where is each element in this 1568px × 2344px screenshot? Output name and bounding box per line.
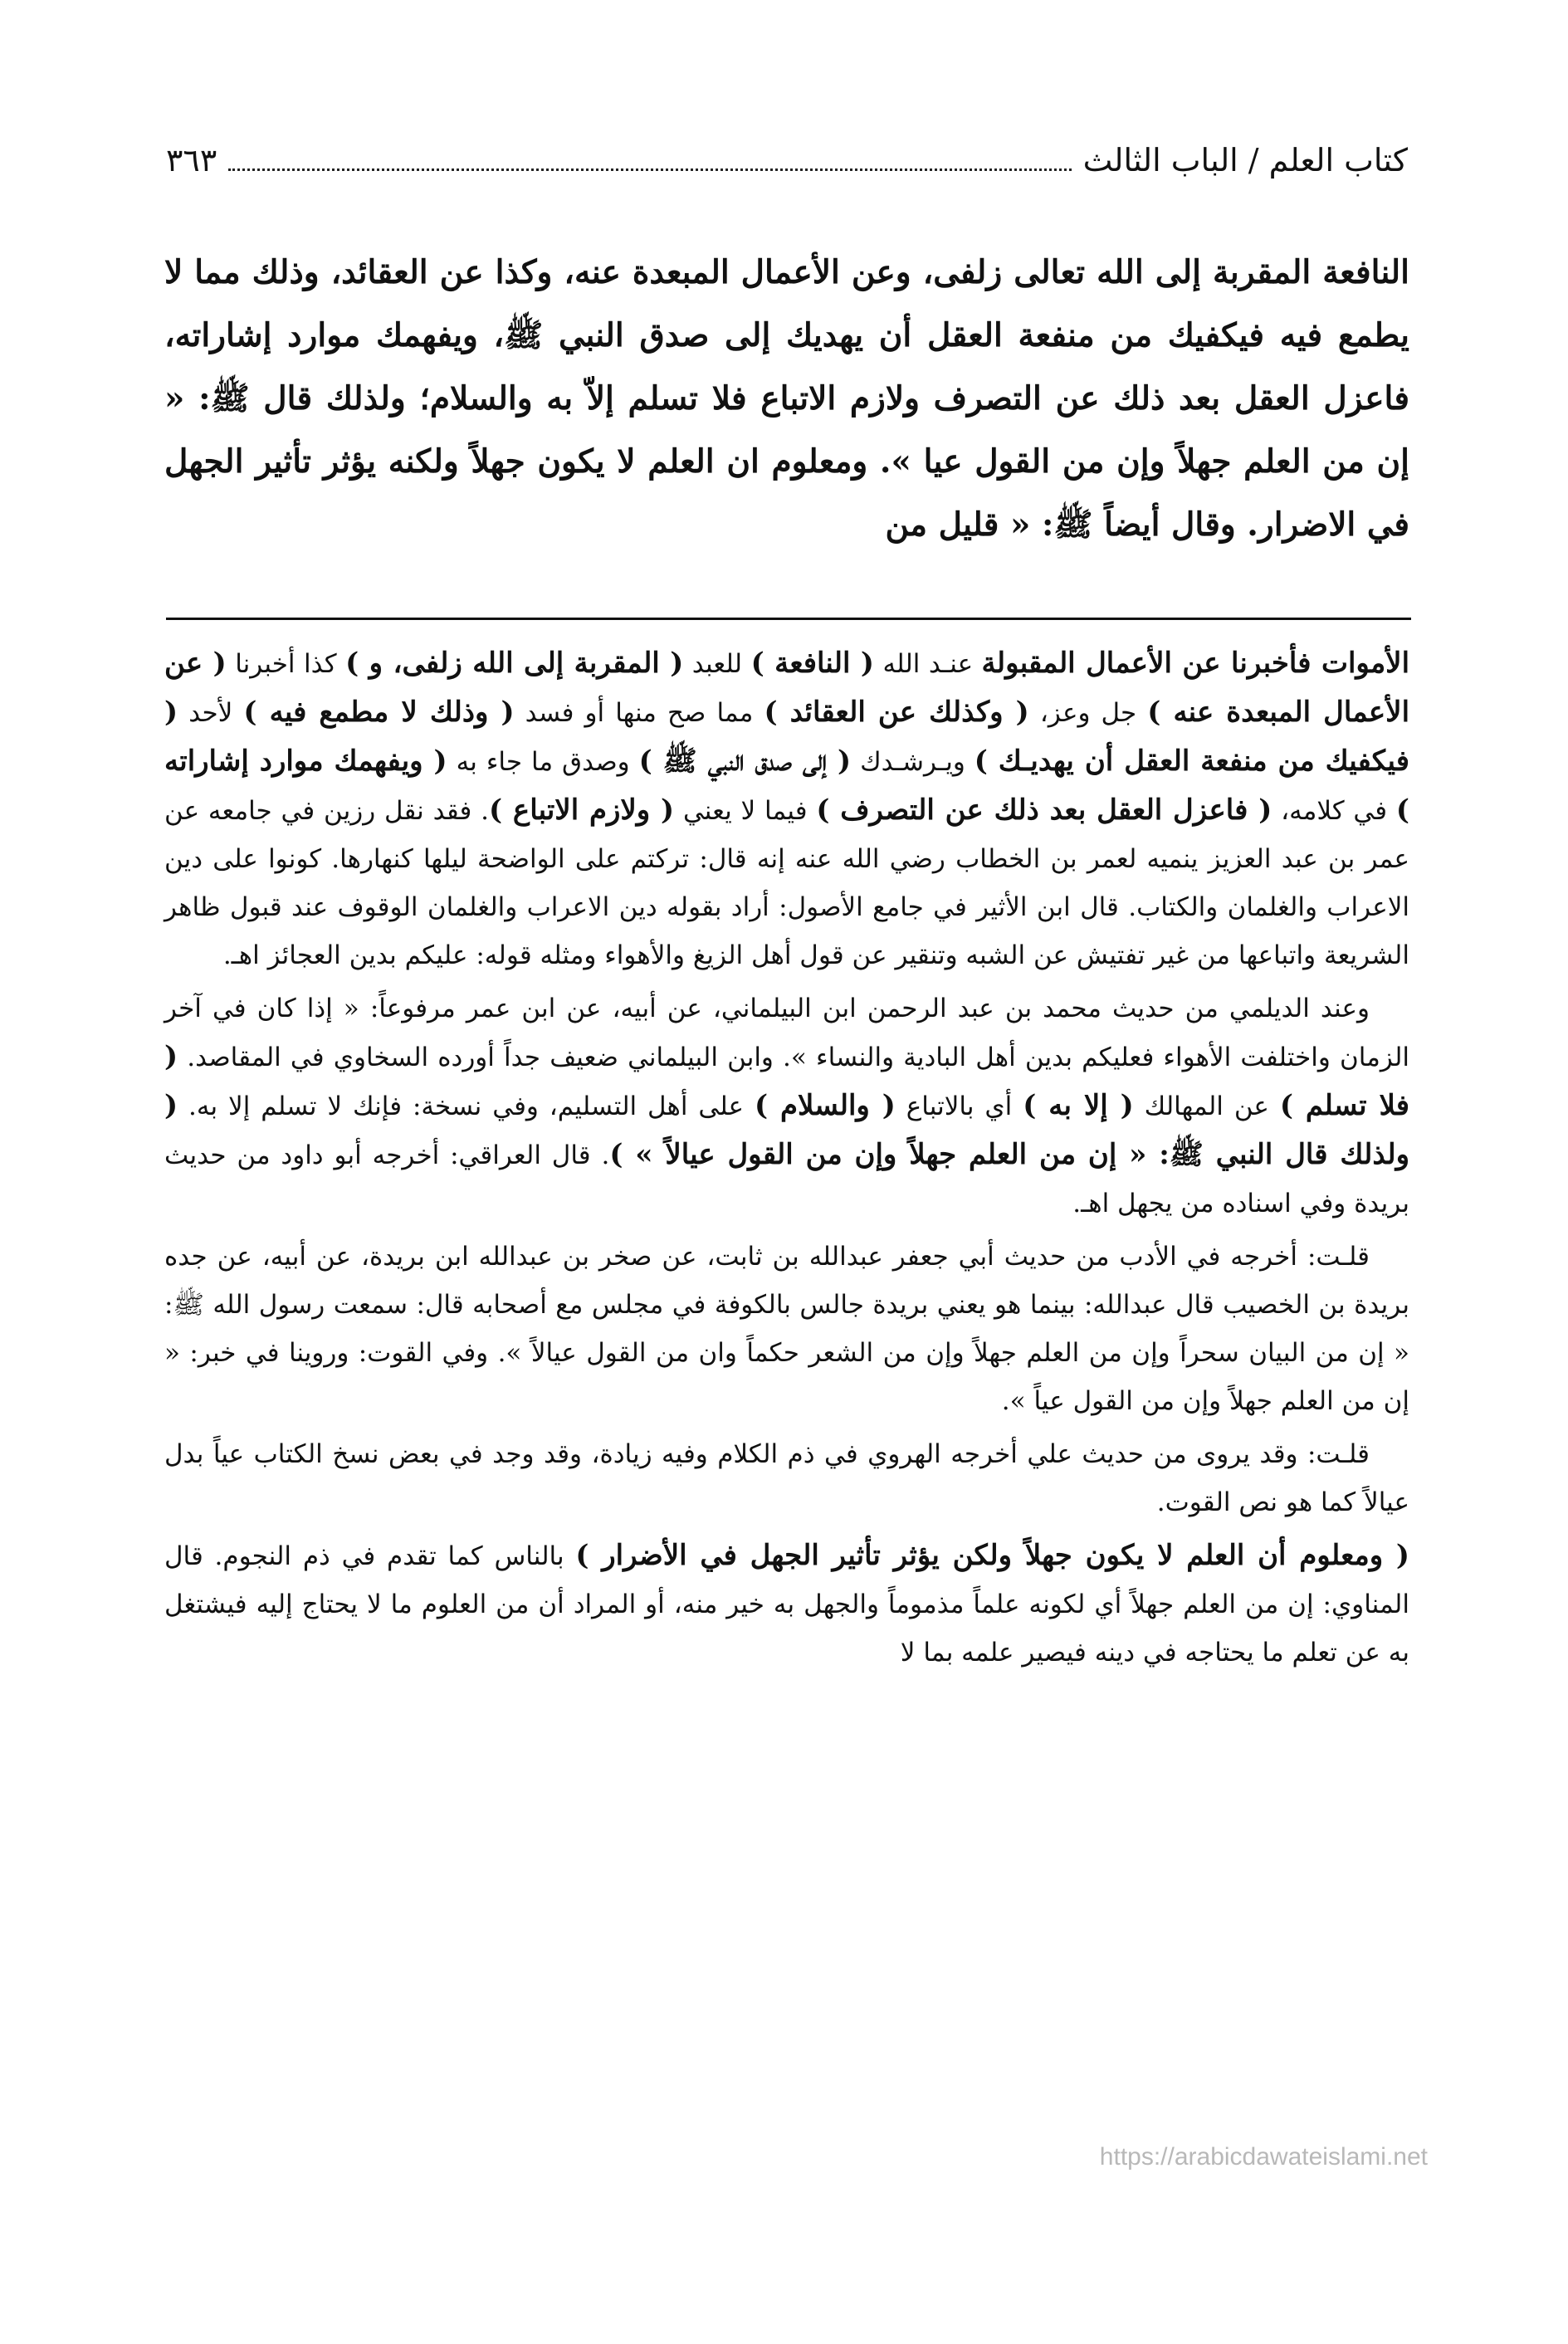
- commentary-paragraph: [164, 984, 1409, 1228]
- commentary-paragraph: [164, 639, 1409, 979]
- commentary-segment: وصدق ما جاء به: [447, 747, 639, 777]
- commentary-segment: عن المهالك: [1133, 1091, 1280, 1121]
- commentary-segment: جل وعز،: [1028, 698, 1148, 728]
- quoted-matn-segment: ( ويفهمك موارد إشاراته ): [164, 745, 1410, 827]
- commentary-segment: قلـت: وقد يروى من حديث علي أخرجه الهروي في ذم الكلام وفيه زيادة، وقد وجد في بعض نسخ الكتاب عياً بدل عيالاً كما هو نص القوت.: [164, 1439, 1409, 1517]
- quoted-matn-segment: ( فلا تسلم ): [164, 1040, 1409, 1122]
- chapter-title: كتاب العلم / الباب الثالث: [1082, 142, 1408, 178]
- main-paragraph: النافعة المقربة إلى الله تعالى زلفى، وعن الأعمال المبعدة عنه، وكذا عن العقائد، وذلك مما لا يطمع فيه فيكفيك من منفعة العقل أن يهديك إلى صدق النبي ﷺ، ويفهمك موارد إشاراته، فاعزل العقل بعد ذلك عن التصرف ولازم الاتباع فلا تسلم إلاّ به والسلام؛ ولذلك قال ﷺ: « إن من العلم جهلاً وإن من القول عيا ». ومعلوم ان العلم لا يكون جهلاً ولكنه يؤثر تأثير الجهل في الاضرار. وقال أيضاً ﷺ: « قليل من: [164, 253, 1409, 544]
- quoted-matn-segment: ( ولازم الاتباع ): [489, 794, 675, 827]
- quoted-matn-segment: ( إلى صدق النبي ﷺ ): [638, 745, 852, 778]
- watermark-url: https://arabicdawateislami.net: [1099, 2143, 1428, 2171]
- separator-rule: [166, 618, 1411, 620]
- commentary-segment: فيما لا يعني: [674, 796, 817, 826]
- commentary-segment: . فقد نقل رزين في جامعه عن عمر بن عبد العزيز ينميه لعمر بن الخطاب رضي الله عنه إنه قال: تركتم على الواضحة ليلها كنهارها. كونوا على دين الاعراب والغلمان والكتاب. قال ابن الأثير في جامع الأصول: أراد بقوله دين الاعراب والغلمان الوقوف عند قبول ظاهر الشريعة واتباعها من غير تفتيش عن الشبه وتنقير عن قول أهل الزيغ والأهواء ومثله قوله: عليكم بدين العجائز اهـ.: [164, 796, 1409, 970]
- quoted-matn-segment: ( ولذلك قال النبي ﷺ: « إن من العلم جهلاً وإن من القول عيالاً » ): [164, 1089, 1409, 1171]
- running-header: [166, 139, 1408, 181]
- quoted-matn-segment: ( ومعلوم أن العلم لا يكون جهلاً ولكن يؤثر تأثير الجهل في الأضرار ): [575, 1539, 1409, 1572]
- commentary-segment: مما صح منها أو فسد: [514, 698, 764, 728]
- commentary-paragraph: [164, 1531, 1409, 1677]
- quoted-matn-segment: الأموات فأخبرنا عن الأعمال المقبولة: [981, 647, 1410, 680]
- quoted-matn-segment: ( فاعزل العقل بعد ذلك عن التصرف ): [816, 794, 1272, 827]
- commentary-segment: على أهل التسليم، وفي نسخة: فإنك لا تسلم إلا به.: [178, 1091, 755, 1121]
- quoted-matn-segment: ( المقربة إلى الله زلفى، و ): [345, 647, 684, 680]
- commentary-paragraph: [164, 1430, 1409, 1526]
- page-number: ٣٦٣: [166, 142, 217, 178]
- quoted-matn-segment: ( والسلام ): [754, 1089, 896, 1122]
- quoted-matn-segment: ( إلا به ): [1023, 1089, 1134, 1122]
- quoted-matn-segment: ( وذلك لا مطمع فيه ): [243, 696, 515, 729]
- commentary-paragraph: [164, 1233, 1409, 1425]
- quoted-matn-segment: ( فيكفيك من منفعة العقل أن يهديـك ): [164, 696, 1410, 778]
- commentary-segment: كذا أخبرنا: [226, 649, 346, 679]
- quoted-matn-segment: ( عن الأعمال المبعدة عنه ): [164, 647, 1410, 729]
- quoted-matn-segment: ( النافعة ): [750, 647, 874, 680]
- commentary-segment: أي بالاتباع: [895, 1091, 1023, 1121]
- commentary-segment: في كلامه،: [1272, 796, 1396, 826]
- main-text: [164, 241, 1409, 556]
- commentary-segment: قلـت: أخرجه في الأدب من حديث أبي جعفر عبدالله بن ثابت، عن صخر بن عبدالله ابن بريدة، عن أبيه، عن جده بريدة بن الخصيب قال عبدالله: بينما هو يعني بريدة جالس بالكوفة في مجلس مع أصحابه قال: سمعت رسول الله ﷺ: « إن من البيان سحراً وإن من العلم جهلاً وإن من الشعر حكماً وان من القول عيالاً ». وفي القوت: وروينا في خبر: « إن من العلم جهلاً وإن من القول عياً ».: [164, 1242, 1409, 1416]
- commentary-segment: للعبد: [683, 649, 751, 679]
- commentary-segment: وعند الديلمي من حديث محمد بن عبد الرحمن ابن البيلماني، عن أبيه، عن ابن عمر مرفوعاً: « إذا كان في آخر الزمان واختلفت الأهواء فعليكم بدين أهل البادية والنساء ». وابن البيلماني ضعيف جداً أورده السخاوي في المقاصد.: [164, 994, 1409, 1072]
- commentary-segment: بالناس كما تقدم في ذم النجوم. قال المناوي: إن من العلم جهلاً أي لكونه علماً مذموماً والجهل به خير منه، أو المراد أن من العلوم ما لا يحتاج إليه فيشتغل به عن تعلم ما يحتاجه في دينه فيصير علمه بما لا: [164, 1541, 1409, 1668]
- commentary-segment: . قال العراقي: أخرجه أبو داود من حديث بريدة وفي اسناده من يجهل اهـ.: [164, 1140, 1409, 1218]
- commentary-segment: عنـد الله: [873, 649, 982, 679]
- commentary-segment: ويـرشـدك: [851, 747, 975, 777]
- commentary: [164, 639, 1409, 1682]
- dotted-leader: [228, 168, 1071, 171]
- commentary-segment: لأحد: [178, 698, 244, 728]
- quoted-matn-segment: ( وكذلك عن العقائد ): [764, 696, 1029, 729]
